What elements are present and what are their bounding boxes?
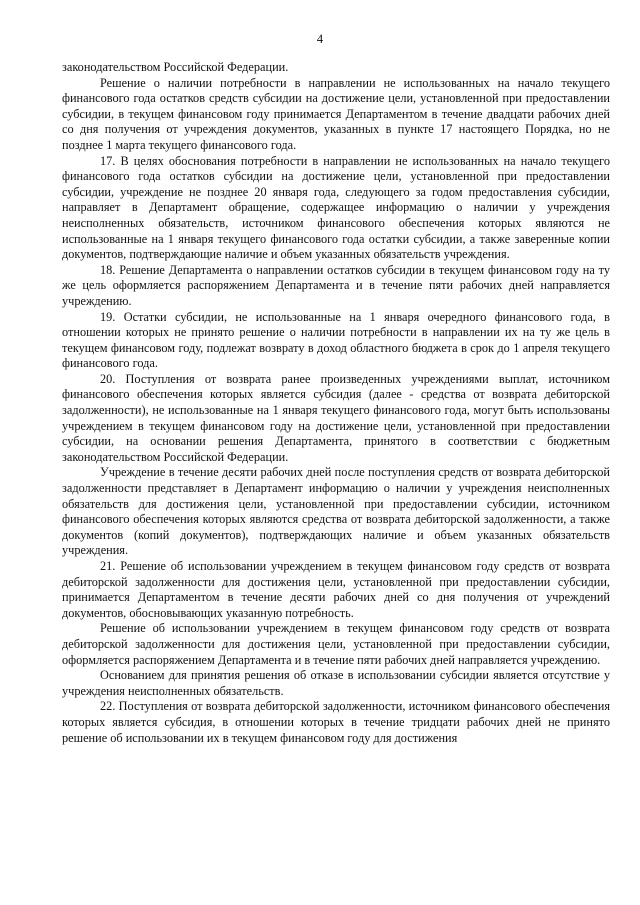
paragraph: законодательством Российской Федерации. — [62, 60, 289, 74]
paragraph: 18. Решение Департамента о направлении остатков субсидии в текущем финансовом году на ту же цель оформляется распоряжением Департамента и в течение пяти рабочих дней направляется учреждению. — [62, 262, 610, 308]
page-number: 4 — [316, 32, 324, 46]
paragraph: Учреждение в течение десяти рабочих дней после поступления средств от возврата дебиторской задолженности представляет в Департамент информацию о наличии у учреждения неисполненных обязательств для достижения цели, установленной при предоставлении субсидии, источником финансового обеспечения которых являются средства от возврата дебиторской задолженности, а также документов (копий документов), подтверждающих наличие и объем указанных обязательств учреждения. — [62, 465, 610, 558]
paragraph: Решение о наличии потребности в направлении не использованных на начало текущего финансового года остатков средств субсидии на достижение цели, установленной при предоставлении субсидии, в текущем финансовом году принимается Департаментом в течение двадцати рабочих дней со дня получения от учреждения документов, указанных в пункте 17 настоящего Порядка, но не позднее 1 марта текущего финансового года. — [62, 75, 610, 152]
paragraph: 19. Остатки субсидии, не использованные на 1 января очередного финансового года, в отношении которых не принято решение о наличии потребности в направлении их на ту же цель в текущем финансовом году, подлежат возврату в доход областного бюджета в срок до 1 апреля текущего финансового года. — [62, 309, 610, 371]
paragraph: 21. Решение об использовании учреждением в текущем финансовом году средств от возврата дебиторской задолженности для достижения цели, установленной при предоставлении субсидии, принимается Департаментом в течение десяти рабочих дней со дня получения от учреждений документов, обосновывающих указанную потребность. — [62, 559, 610, 620]
paragraph: 22. Поступления от возврата дебиторской задолженности, источником финансового обеспечения которых является субсидия, в отношении которых в течение тридцати рабочих дней не принято решение об использовании их в текущем финансовом году для достижения — [62, 699, 610, 745]
paragraph: 20. Поступления от возврата ранее произведенных учреждениями выплат, источником финансового обеспечения которых является субсидия (далее - средства от возврата дебиторской задолженности), не использованные на 1 января текущего финансового года, могут быть использованы учреждением в текущем финансовом году на достижение цели, установленной при предоставлении субсидии, на основании решения Департамента, принятого в соответствии с бюджетным законодательством Российской Федерации. — [62, 371, 610, 464]
paragraph: Решение об использовании учреждением в текущем финансовом году средств от возврата дебиторской задолженности для достижения цели, установленной при предоставлении субсидии, оформляется распоряжением Департамента и в течение пяти рабочих дней направляется учреждению. — [62, 621, 610, 667]
document-body — [62, 60, 610, 746]
paragraph: Основанием для принятия решения об отказе в использовании субсидии является отсутствие у учреждения неисполненных обязательств. — [62, 668, 610, 698]
paragraph: 17. В целях обоснования потребности в направлении не использованных на начало текущего финансового года остатков субсидии на достижение цели, установленной при предоставлении субсидии, учреждение не позднее 20 января года, следующего за годом предоставления субсидии, направляет в Департамент обращение, содержащее информацию о наличии у учреждения неисполненных обязательств, источником финансового обеспечения которых являются не использованные на 1 января текущего финансового года остатки субсидии, а также заверенные копии документов, подтверждающие наличие и объем указанных обязательств учреждения. — [62, 153, 610, 262]
